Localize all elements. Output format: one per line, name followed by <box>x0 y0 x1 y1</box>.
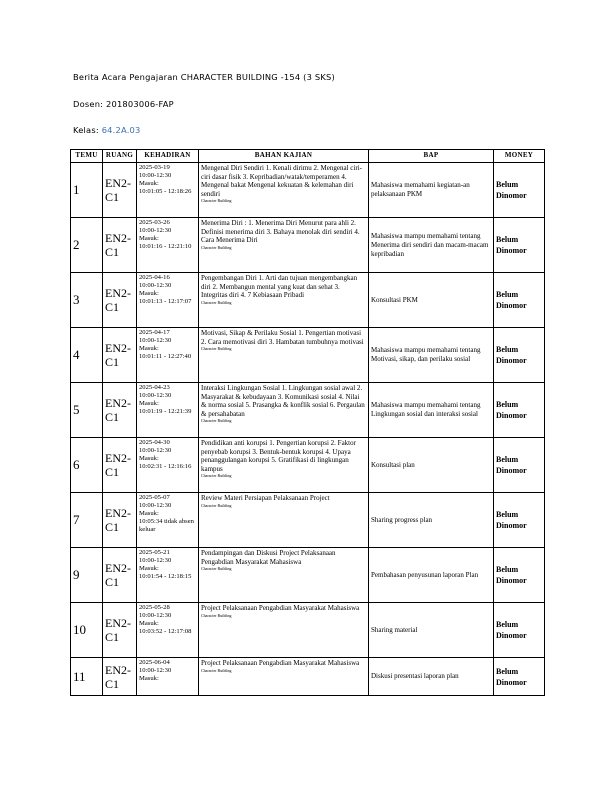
document-title: Berita Acara Pengajaran CHARACTER BUILDING -154 (3 SKS) <box>73 72 335 82</box>
dosen-line <box>73 99 174 109</box>
course-name: Character Building <box>201 473 232 479</box>
bahan-kajian-cell <box>199 548 369 603</box>
col-header-money: MONEY <box>494 150 545 163</box>
course-name: Character Building <box>201 198 232 204</box>
kajian-text: Menerima Diri : 1. Menerima Diri Menurut para ahli 2. Definisi menerima diri 3. Bahaya menolak diri sendiri 4. Cara Menerima Diri <box>201 219 360 245</box>
session-time: 10:00-12:30 <box>139 447 172 454</box>
table-row <box>71 328 545 383</box>
session-date: 2025-03-19 <box>139 164 170 171</box>
ruang-cell: EN2-C1 <box>103 548 137 603</box>
money-status: Belum Dinomor <box>494 603 545 658</box>
temu-cell: 3 <box>71 273 103 328</box>
bap-cell: Diskusi presentasi laporan plan <box>369 658 494 696</box>
attendance-time: 10:01:11 - 12:27:40 <box>139 353 192 360</box>
session-time: 10:00-12:30 <box>139 392 172 399</box>
attendance-time: 10:01:13 - 12:17:07 <box>139 298 192 305</box>
kajian-text: Project Pelaksanaan Pengabdian Masyarakat Mahasiswa <box>201 659 360 667</box>
attendance-status: Masuk: <box>139 345 159 352</box>
bap-cell: Pembahasan penyusunan laporan Plan <box>369 548 494 603</box>
dosen-value: 201803006-FAP <box>105 99 174 109</box>
bahan-kajian-cell <box>199 658 369 696</box>
kehadiran-cell <box>137 328 199 383</box>
session-date: 2025-05-07 <box>139 494 170 501</box>
table-row <box>71 493 545 548</box>
bahan-kajian-cell <box>199 273 369 328</box>
bahan-kajian-cell <box>199 218 369 273</box>
kehadiran-cell <box>137 493 199 548</box>
money-status: Belum Dinomor <box>494 658 545 696</box>
bahan-kajian-cell <box>199 328 369 383</box>
attendance-status: Masuk: <box>139 290 159 297</box>
course-name: Character Building <box>201 299 232 305</box>
bahan-kajian-cell <box>199 438 369 493</box>
attendance-time: 10:01:19 - 12:21:39 <box>139 408 192 415</box>
session-time: 10:00-12:30 <box>139 557 172 564</box>
session-time: 10:00-12:30 <box>139 667 172 674</box>
session-date: 2025-04-16 <box>139 274 170 281</box>
kehadiran-cell <box>137 438 199 493</box>
money-status: Belum Dinomor <box>494 218 545 273</box>
ruang-cell: EN2-C1 <box>103 218 137 273</box>
attendance-time: 10:02:31 - 12:16:16 <box>139 463 192 470</box>
table-row <box>71 658 545 696</box>
session-date: 2025-05-21 <box>139 549 170 556</box>
money-status: Belum Dinomor <box>494 438 545 493</box>
table-row <box>71 548 545 603</box>
session-date: 2025-04-23 <box>139 384 170 391</box>
money-status: Belum Dinomor <box>494 548 545 603</box>
kajian-text: Pendidikan anti korupsi 1. Pengertian korupsi 2. Faktor penyebab korupsi 3. Bentuk-bentuk korupsi 4. Upaya penanggulangan korupsi 5. Gratifikasi di lingkungan kampus <box>201 439 356 473</box>
session-date: 2025-06-04 <box>139 659 170 666</box>
temu-cell: 10 <box>71 603 103 658</box>
table-row <box>71 438 545 493</box>
attendance-status: Masuk: <box>139 400 159 407</box>
temu-cell: 1 <box>71 163 103 218</box>
bap-cell: Mahasiswa mampu memahami tentang Motivasi, sikap, dan perilaku sosial <box>369 328 494 383</box>
session-time: 10:00-12:30 <box>139 612 172 619</box>
kajian-text: Motivasi, Sikap & Perilaku Sosial 1. Pengertian motivasi 2. Cara memotivasi diri 3. Hambatan tumbuhnya motivasi <box>201 329 364 346</box>
kajian-text: Pengembangan Diri 1. Arti dan tujuan mengembangkan diri 2. Membangun mental yang kuat dan sehat 3. Integritas diri 4. 7 Kebiasaan Pribadi <box>201 274 358 300</box>
col-header-ruang: RUANG <box>103 150 137 163</box>
temu-cell: 4 <box>71 328 103 383</box>
ruang-cell: EN2-C1 <box>103 163 137 218</box>
col-header-bap: BAP <box>369 150 494 163</box>
bahan-kajian-cell <box>199 383 369 438</box>
bahan-kajian-cell <box>199 603 369 658</box>
temu-cell: 9 <box>71 548 103 603</box>
temu-cell: 5 <box>71 383 103 438</box>
attendance-status: Masuk: <box>139 455 159 462</box>
attendance-time: 10:01:05 - 12:18:26 <box>139 188 192 195</box>
attendance-status: Masuk: <box>139 235 159 242</box>
session-date: 2025-04-30 <box>139 439 170 446</box>
session-time: 10:00-12:30 <box>139 337 172 344</box>
ruang-cell: EN2-C1 <box>103 383 137 438</box>
col-header-temu: TEMU <box>71 150 103 163</box>
money-status: Belum Dinomor <box>494 493 545 548</box>
bap-cell: Mahasiswa memahami kegiatan-an pelaksanaan PKM <box>369 163 494 218</box>
col-header-kehadiran: KEHADIRAN <box>137 150 199 163</box>
session-date: 2025-04-17 <box>139 329 170 336</box>
kehadiran-cell <box>137 658 199 696</box>
course-name: Character Building <box>201 502 232 508</box>
attendance-status: Masuk: <box>139 510 159 517</box>
money-status: Belum Dinomor <box>494 273 545 328</box>
ruang-cell: EN2-C1 <box>103 603 137 658</box>
ruang-cell: EN2-C1 <box>103 328 137 383</box>
kajian-text: Mengenal Diri Sendiri 1. Kenali dirimu 2. Mengenal ciri-ciri dasar fisik 3. Kepribadian/watak/temperamen 4. Mengenal bakat Mengenal kekuatan & kelemahan diri sendiri <box>201 164 362 198</box>
session-date: 2025-05-28 <box>139 604 170 611</box>
bap-cell: Konsultasi plan <box>369 438 494 493</box>
session-date: 2025-03-26 <box>139 219 170 226</box>
table-row <box>71 383 545 438</box>
temu-cell: 2 <box>71 218 103 273</box>
kehadiran-cell <box>137 548 199 603</box>
table-row <box>71 603 545 658</box>
course-name: Character Building <box>201 346 232 352</box>
dosen-label: Dosen: <box>73 99 106 109</box>
money-status: Belum Dinomor <box>494 383 545 438</box>
attendance-time: 10:05:34 tidak absen keluar <box>139 518 194 533</box>
attendance-table <box>70 149 545 696</box>
bap-cell: Mahasiswa mampu memahami tentang Menerima diri sendiri dan macam-macam kepribadian <box>369 218 494 273</box>
attendance-time: 10:03:52 - 12:17:08 <box>139 628 192 635</box>
kehadiran-cell <box>137 218 199 273</box>
course-name: Character Building <box>201 566 232 572</box>
course-name: Character Building <box>201 612 232 618</box>
money-status: Belum Dinomor <box>494 328 545 383</box>
kajian-text: Review Materi Persiapan Pelaksanaan Project <box>201 494 330 502</box>
attendance-time: 10:01:16 - 12:21:10 <box>139 243 192 250</box>
attendance-status: Masuk: <box>139 620 159 627</box>
ruang-cell: EN2-C1 <box>103 273 137 328</box>
kelas-line <box>73 125 141 135</box>
table-row <box>71 218 545 273</box>
attendance-status: Masuk: <box>139 180 159 187</box>
session-time: 10:00-12:30 <box>139 172 172 179</box>
table-header-row <box>71 150 545 163</box>
table-row <box>71 273 545 328</box>
col-header-bahan-kajian: BAHAN KAJIAN <box>199 150 369 163</box>
bap-cell: Mahasiswa mampu memahami tentang Lingkungan sosial dan interaksi sosial <box>369 383 494 438</box>
kehadiran-cell <box>137 383 199 438</box>
kelas-label: Kelas: <box>73 125 102 135</box>
session-time: 10:00-12:30 <box>139 227 172 234</box>
ruang-cell: EN2-C1 <box>103 658 137 696</box>
session-time: 10:00-12:30 <box>139 282 172 289</box>
course-name: Character Building <box>201 667 232 673</box>
course-name: Character Building <box>201 244 232 250</box>
kelas-link[interactable]: 64.2A.03 <box>101 125 141 135</box>
session-time: 10:00-12:30 <box>139 502 172 509</box>
course-name: Character Building <box>201 418 232 424</box>
temu-cell: 11 <box>71 658 103 696</box>
bahan-kajian-cell <box>199 493 369 548</box>
attendance-status: Masuk: <box>139 675 159 682</box>
attendance-status: Masuk: <box>139 565 159 572</box>
kajian-text: Pendampingan dan Diskusi Project Pelaksanaan Pengabdian Masyarakat Mahasiswa <box>201 549 336 566</box>
bap-cell: Konsultasi PKM <box>369 273 494 328</box>
kajian-text: Interaksi Lingkungan Sosial 1. Lingkungan sosial awal 2. Masyarakat & kebudayaan 3. Komunikasi sosial 4. Nilai & norma sosial 5. Prasangka & konflik sosial 6. Pergaulan & persahabatan <box>201 384 365 418</box>
table-row <box>71 163 545 218</box>
ruang-cell: EN2-C1 <box>103 438 137 493</box>
bahan-kajian-cell <box>199 163 369 218</box>
attendance-time: 10:01:54 - 12:18:15 <box>139 573 192 580</box>
kehadiran-cell <box>137 603 199 658</box>
kehadiran-cell <box>137 163 199 218</box>
bap-cell: Sharing progress plan <box>369 493 494 548</box>
temu-cell: 6 <box>71 438 103 493</box>
temu-cell: 7 <box>71 493 103 548</box>
kehadiran-cell <box>137 273 199 328</box>
bap-cell: Sharing material <box>369 603 494 658</box>
money-status: Belum Dinomor <box>494 163 545 218</box>
ruang-cell: EN2-C1 <box>103 493 137 548</box>
kajian-text: Project Pelaksanaan Pengabdian Masyarakat Mahasiswa <box>201 604 360 612</box>
